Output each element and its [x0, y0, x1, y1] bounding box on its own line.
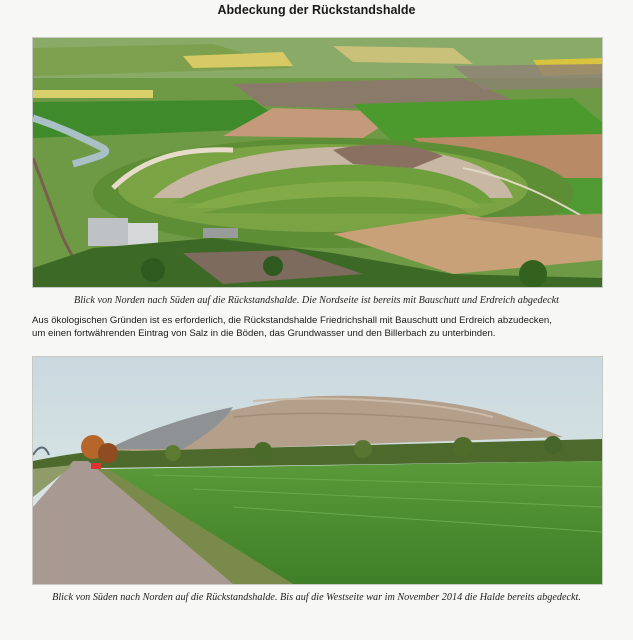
bottom-photo-caption: Blick von Süden nach Norden auf die Rückstandshalde. Bis auf die Westseite war im November 2014 die Halde bereits abgedeckt. — [52, 592, 581, 603]
body-line-1: Aus ökologischen Gründen ist es erforderlich, die Rückstandshalde Friedrichshall mit Bauschutt und Erdreich abzudecken, — [32, 315, 552, 326]
top-photo-caption: Blick von Norden nach Süden auf die Rückstandshalde. Die Nordseite ist bereits mit Bauschutt und Erdreich abgedeckt — [73, 295, 560, 306]
ground-photo-south-view — [32, 356, 603, 585]
body-paragraph — [32, 315, 622, 340]
aerial-photo-north-view — [32, 37, 603, 288]
page-title: Abdeckung der Rückstandshalde — [217, 3, 416, 17]
body-line-2: um einen fortwährenden Eintrag von Salz in die Böden, das Grundwasser und den Billerbach zu unterbinden. — [32, 327, 496, 339]
aerial-landscape-image — [33, 38, 602, 287]
ground-landscape-image — [33, 357, 602, 584]
